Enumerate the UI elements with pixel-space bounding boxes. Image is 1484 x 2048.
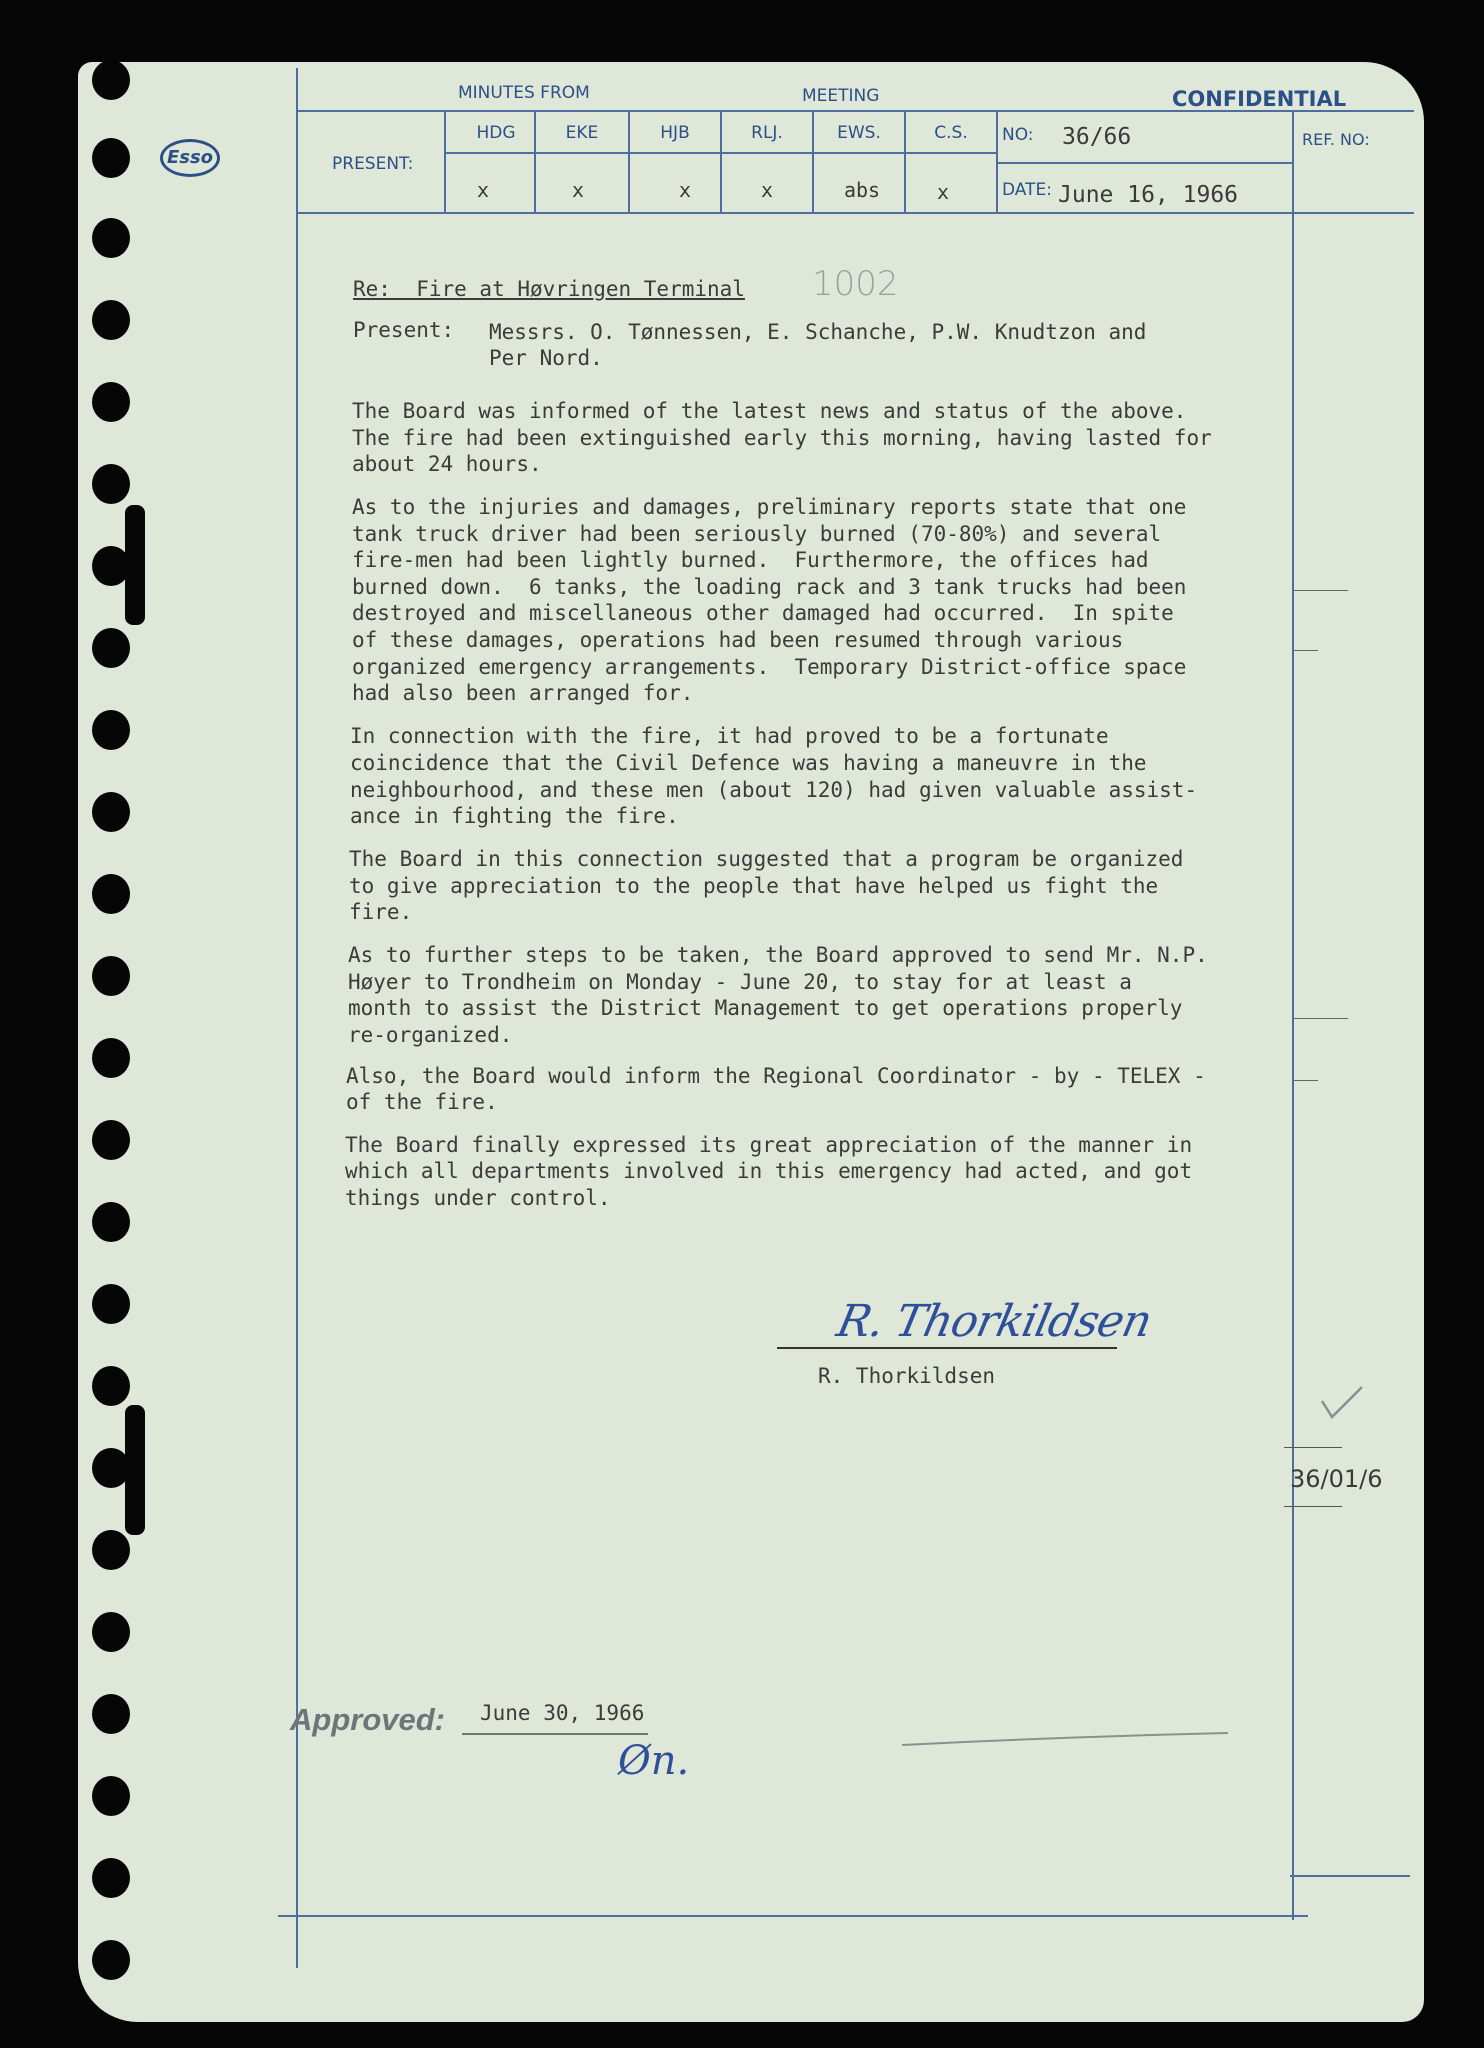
paragraph-line: Also, the Board would inform the Regional Coordinator - by - TELEX - <box>346 1064 1206 1088</box>
approval-initials: Øn. <box>618 1738 690 1784</box>
paragraph-line: of these damages, operations had been resumed through various <box>352 628 1124 652</box>
paragraph-line: ance in fighting the fire. <box>350 804 679 828</box>
paragraph-line: organized emergency arrangements. Temporary District-office space <box>352 655 1187 679</box>
present-label: Present: <box>353 318 455 342</box>
paragraph-line: destroyed and miscellaneous other damaged had occurred. In spite <box>352 601 1174 625</box>
esso-logo: Esso <box>160 139 220 177</box>
subject-line: Re: Fire at Høvringen Terminal <box>353 277 745 301</box>
paragraph-line: burned down. 6 tanks, the loading rack and 3 tank trucks had been <box>352 575 1187 599</box>
attendance-mark: x <box>476 178 490 202</box>
paragraph-line: which all departments involved in this emergency had acted, and got <box>345 1159 1193 1183</box>
date-label: DATE: <box>1002 180 1052 200</box>
approval-date: June 30, 1966 <box>480 1701 645 1725</box>
paragraph-line: about 24 hours. <box>352 452 542 476</box>
attendee-initials: EWS. <box>837 123 881 143</box>
handwritten-signature: R. Thorkildsen <box>832 1296 1156 1347</box>
checkmark-icon <box>1318 1383 1366 1423</box>
minutes-from-label: MINUTES FROM <box>458 83 590 103</box>
paragraph-line: re-organized. <box>348 1023 513 1047</box>
attendance-mark: x <box>571 178 585 202</box>
attendance-mark: abs <box>843 178 881 202</box>
attendee-initials: HJB <box>660 123 690 143</box>
meeting-label: MEETING <box>802 86 880 106</box>
paragraph-line: fire-men had been lightly burned. Furthermore, the offices had <box>352 548 1149 572</box>
paragraph-line: neighbourhood, and these men (about 120) had given valuable assist- <box>350 778 1198 802</box>
no-label: NO: <box>1002 125 1034 145</box>
margin-reference-annotation: 36/01/6 <box>1290 1465 1383 1493</box>
confidential-label: CONFIDENTIAL <box>1172 87 1347 111</box>
attendance-mark: x <box>760 178 774 202</box>
paragraph-line: The Board finally expressed its great appreciation of the manner in <box>345 1133 1193 1157</box>
present-label: PRESENT: <box>332 154 414 174</box>
paragraph-line: tank truck driver had been seriously burned (70-80%) and several <box>352 522 1162 546</box>
paragraph-line: had also been arranged for. <box>352 681 694 705</box>
signatory-name: R. Thorkildsen <box>818 1364 996 1388</box>
approved-label: Approved: <box>290 1702 445 1737</box>
attendee-initials: HDG <box>476 123 516 143</box>
paragraph-line: coincidence that the Civil Defence was having a maneuvre in the <box>350 751 1147 775</box>
approval-line <box>900 1725 1232 1749</box>
paragraph-line: The Board in this connection suggested that a program be organized <box>349 847 1184 871</box>
present-names-line: Per Nord. <box>489 346 603 370</box>
attendance-mark: x <box>678 178 692 202</box>
attendance-mark: x <box>936 180 950 204</box>
paragraph-line: fire. <box>349 900 413 924</box>
ref-no-label: REF. NO: <box>1302 130 1370 149</box>
attendee-initials: EKE <box>565 123 599 143</box>
paragraph-line: The fire had been extinguished early this morning, having lasted for <box>352 426 1212 450</box>
meeting-date: June 16, 1966 <box>1058 182 1239 208</box>
paragraph-line: Høyer to Trondheim on Monday - June 20, to stay for at least a <box>348 970 1132 994</box>
paragraph-line: to give appreciation to the people that have helped us fight the <box>349 874 1159 898</box>
paragraph-line: The Board was informed of the latest news and status of the above. <box>352 399 1187 423</box>
paragraph-line: month to assist the District Management to get operations properly <box>348 996 1183 1020</box>
attendee-initials: RLJ. <box>751 123 783 143</box>
minutes-number: 36/66 <box>1062 124 1132 150</box>
paragraph-line: As to further steps to be taken, the Board approved to send Mr. N.P. <box>348 943 1208 967</box>
paragraph-line: In connection with the fire, it had proved to be a fortunate <box>350 724 1109 748</box>
attendee-initials: C.S. <box>934 123 968 143</box>
paragraph-line: things under control. <box>345 1186 611 1210</box>
subject-handwritten-note: 1002 <box>812 264 899 304</box>
present-names-line: Messrs. O. Tønnessen, E. Schanche, P.W. Knudtzon and <box>489 320 1147 344</box>
paragraph-line: As to the injuries and damages, preliminary reports state that one <box>352 495 1187 519</box>
paragraph-line: of the fire. <box>346 1090 498 1114</box>
